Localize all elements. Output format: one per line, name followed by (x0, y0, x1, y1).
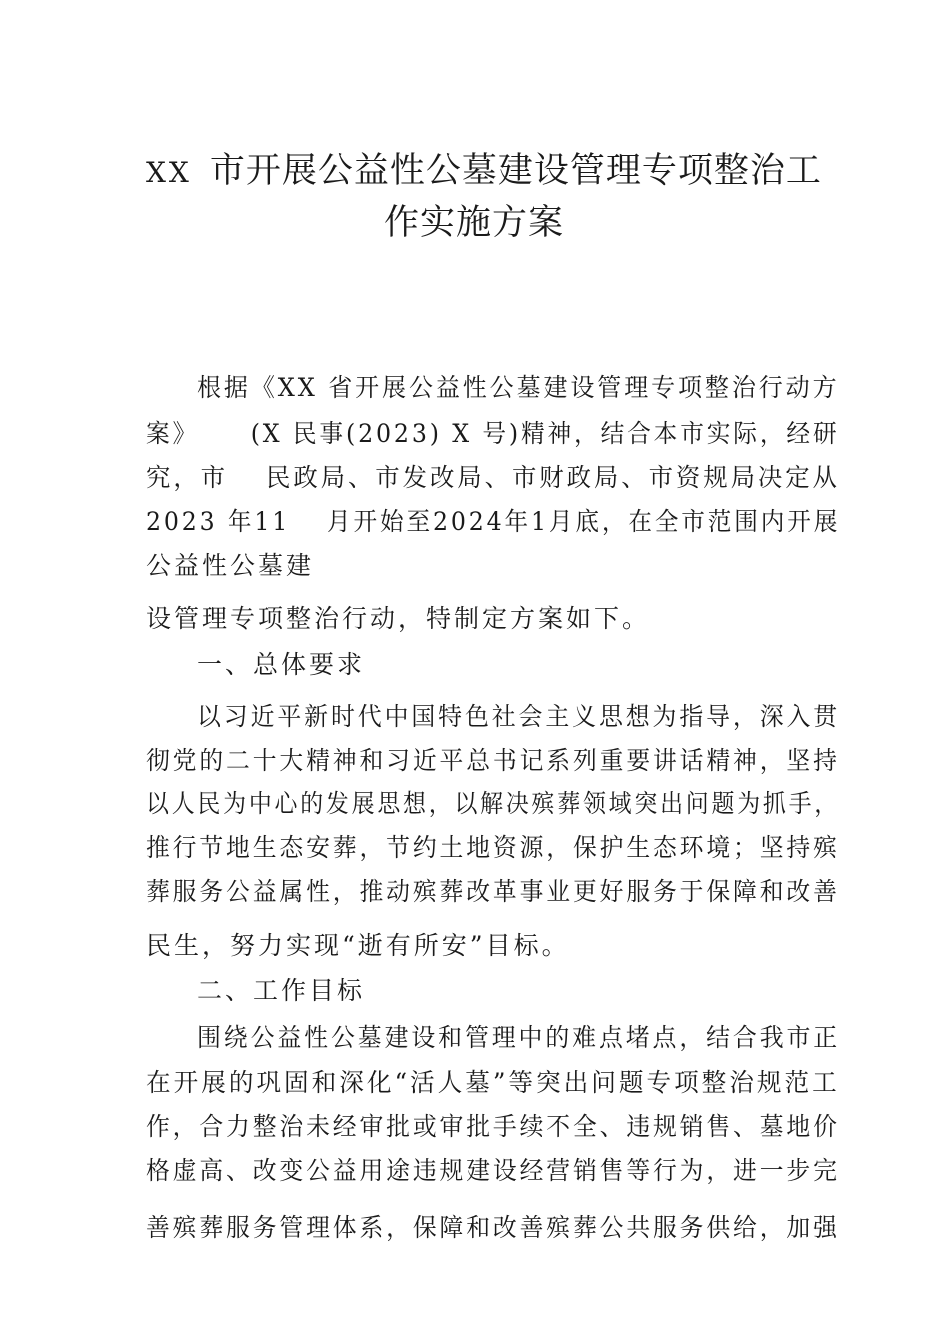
paragraph-line: 究，市 民政局、市发改局、市财政局、市资规局决定从 (146, 463, 840, 492)
paragraph-line: 推行节地生态安葬，节约土地资源，保护生态环境；坚持殡 (146, 833, 840, 862)
title-text-2: 作实施方案 (384, 203, 565, 243)
paragraph-line: 民生，努力实现“逝有所安”目标。 (146, 931, 570, 960)
paragraph-line: 善殡葬服务管理体系，保障和改善殡葬公共服务供给，加强 (146, 1213, 840, 1242)
paragraph-line: 作，合力整治未经审批或审批手续不全、违规销售、墓地价 (146, 1112, 840, 1141)
document-title-line-1 (146, 143, 822, 193)
paragraph-line: 以习近平新时代中国特色社会主义思想为指导，深入贯 (197, 702, 841, 731)
section-heading-1: 一、总体要求 (197, 650, 366, 679)
document-title-line-2 (384, 195, 564, 245)
paragraph-line: 格虚高、改变公益用途违规建设经营销售等行为，进一步完 (146, 1156, 840, 1185)
paragraph-line: 公益性公墓建 (146, 551, 315, 580)
title-text-1: 市开展公益性公墓建设管理专项整治工 (209, 151, 822, 191)
paragraph-line: 以人民为中心的发展思想，以解决殡葬领域突出问题为抓手， (146, 789, 841, 818)
paragraph-line: 根据《XX 省开展公益性公墓建设管理专项整治行动方 (197, 373, 840, 402)
section-heading-2: 二、工作目标 (197, 976, 366, 1005)
paragraph-line: 案》 (X 民事(2023) X 号)精神，结合本市实际，经研 (146, 419, 840, 448)
paragraph-line: 2023 年11 月开始至2024年1月底，在全市范围内开展 (146, 507, 841, 536)
paragraph-line: 葬服务公益属性，推动殡葬改革事业更好服务于保障和改善 (146, 877, 840, 906)
paragraph-line: 设管理专项整治行动，特制定方案如下。 (146, 604, 651, 633)
paragraph-line: 在开展的巩固和深化“活人墓”等突出问题专项整治规范工 (146, 1068, 840, 1097)
title-prefix: XX (146, 156, 192, 189)
paragraph-line: 彻党的二十大精神和习近平总书记系列重要讲话精神，坚持 (146, 746, 840, 775)
paragraph-line: 围绕公益性公墓建设和管理中的难点堵点，结合我市正 (197, 1023, 841, 1052)
